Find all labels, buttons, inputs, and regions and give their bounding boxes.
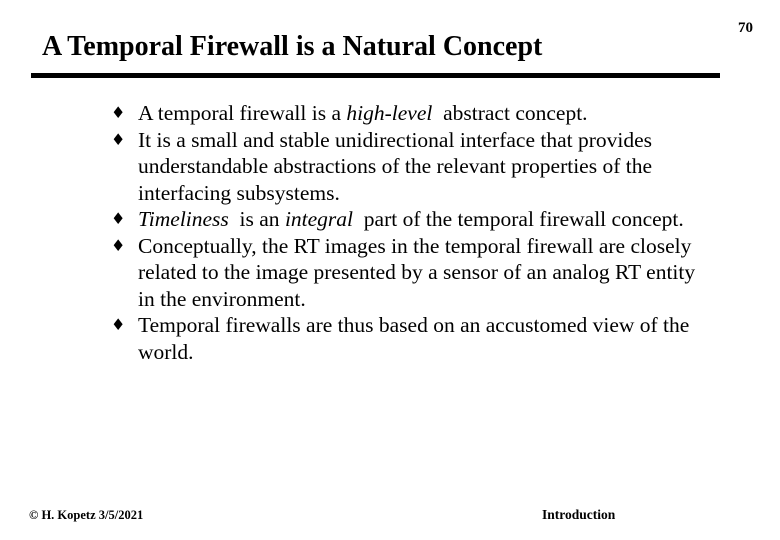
bullet-item xyxy=(111,233,711,313)
diamond-bullet-icon: ♦ xyxy=(111,209,126,228)
bullet-text: Conceptually, the RT images in the temporal firewall are closely related to the image presented by a sensor of an analog RT entity in the environment. xyxy=(138,233,701,311)
page-number: 70 xyxy=(738,20,753,36)
bullet-item xyxy=(111,100,711,127)
diamond-bullet-icon: ♦ xyxy=(111,235,126,255)
bullet-text: A temporal firewall is a xyxy=(138,101,347,125)
diamond-bullet-icon: ♦ xyxy=(111,129,126,149)
bullet-text-italic: integral xyxy=(284,207,354,231)
bullet-text: is an xyxy=(228,207,285,231)
bullet-text: It is a small and stable unidirectional interface that provides understandable abstractions of the relevant properties of the interfacing subsystems. xyxy=(138,127,658,205)
bullet-item xyxy=(111,312,711,365)
bullet-item xyxy=(111,206,711,233)
bullet-text: part of the temporal firewall concept. xyxy=(353,207,684,231)
bullet-list xyxy=(111,100,711,365)
slide-title: A Temporal Firewall is a Natural Concept xyxy=(42,31,543,62)
title-divider xyxy=(31,73,720,78)
bullet-text-italic: high-level xyxy=(346,101,433,125)
diamond-bullet-icon: ♦ xyxy=(111,315,126,334)
bullet-text: Temporal firewalls are thus based on an accustomed view of the world. xyxy=(138,313,695,364)
diamond-bullet-icon: ♦ xyxy=(111,103,126,122)
bullet-text-italic: Timeliness xyxy=(138,207,229,231)
footer-author: © H. Kopetz 3/5/2021 xyxy=(29,508,144,522)
footer-section: Introduction xyxy=(542,507,616,522)
bullet-text: abstract concept. xyxy=(432,101,588,125)
bullet-item xyxy=(111,127,711,207)
